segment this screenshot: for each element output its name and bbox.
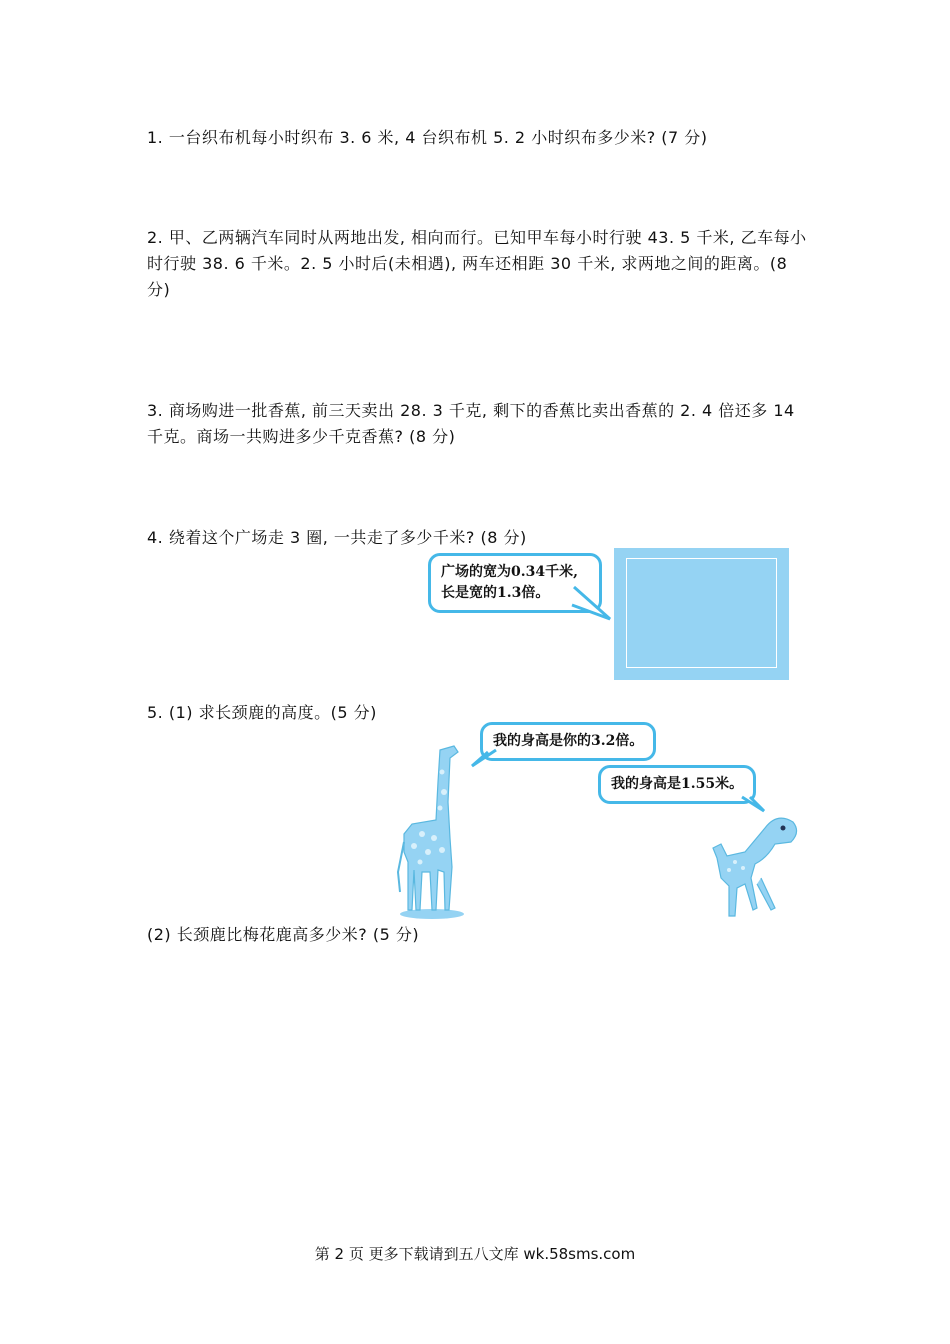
square-plaza-illustration [614, 548, 789, 680]
giraffe-bubble-tail [470, 748, 500, 770]
square-bubble-tail [570, 585, 615, 625]
deer-speech-bubble: 我的身高是1.55米。 [598, 765, 756, 804]
page-footer: 第 2 页 更多下载请到五八文库 wk.58sms.com [314, 1245, 636, 1263]
question-3: 3. 商场购进一批香蕉, 前三天卖出 28. 3 千克, 剩下的香蕉比卖出香蕉的 2. 4 倍还多 14 千克。商场一共购进多少千克香蕉? (8 分) [147, 401, 795, 446]
question-1: 1. 一台织布机每小时织布 3. 6 米, 4 台织布机 5. 2 小时织布多少米? (7 分) [147, 128, 708, 147]
question-5-part-2: (2) 长颈鹿比梅花鹿高多少米? (5 分) [147, 925, 420, 944]
question-2: 2. 甲、乙两辆汽车同时从两地出发, 相向而行。已知甲车每小时行驶 43. 5 千米, 乙车每小时行驶 38. 6 千米。2. 5 小时后(未相遇), 两车还相距 30 千米, 求两地之间的距离。(8 分) [147, 228, 807, 299]
giraffe-icon [392, 742, 467, 920]
square-plaza-border [626, 558, 777, 668]
deer-icon [705, 808, 805, 920]
question-4: 4. 绕着这个广场走 3 圈, 一共走了多少千米? (8 分) [147, 528, 527, 547]
square-speech-bubble: 广场的宽为0.34千米, 长是宽的1.3倍。 [428, 553, 602, 613]
question-5-part-1: 5. (1) 求长颈鹿的高度。(5 分) [147, 703, 377, 722]
giraffe-speech-bubble: 我的身高是你的3.2倍。 [480, 722, 656, 761]
